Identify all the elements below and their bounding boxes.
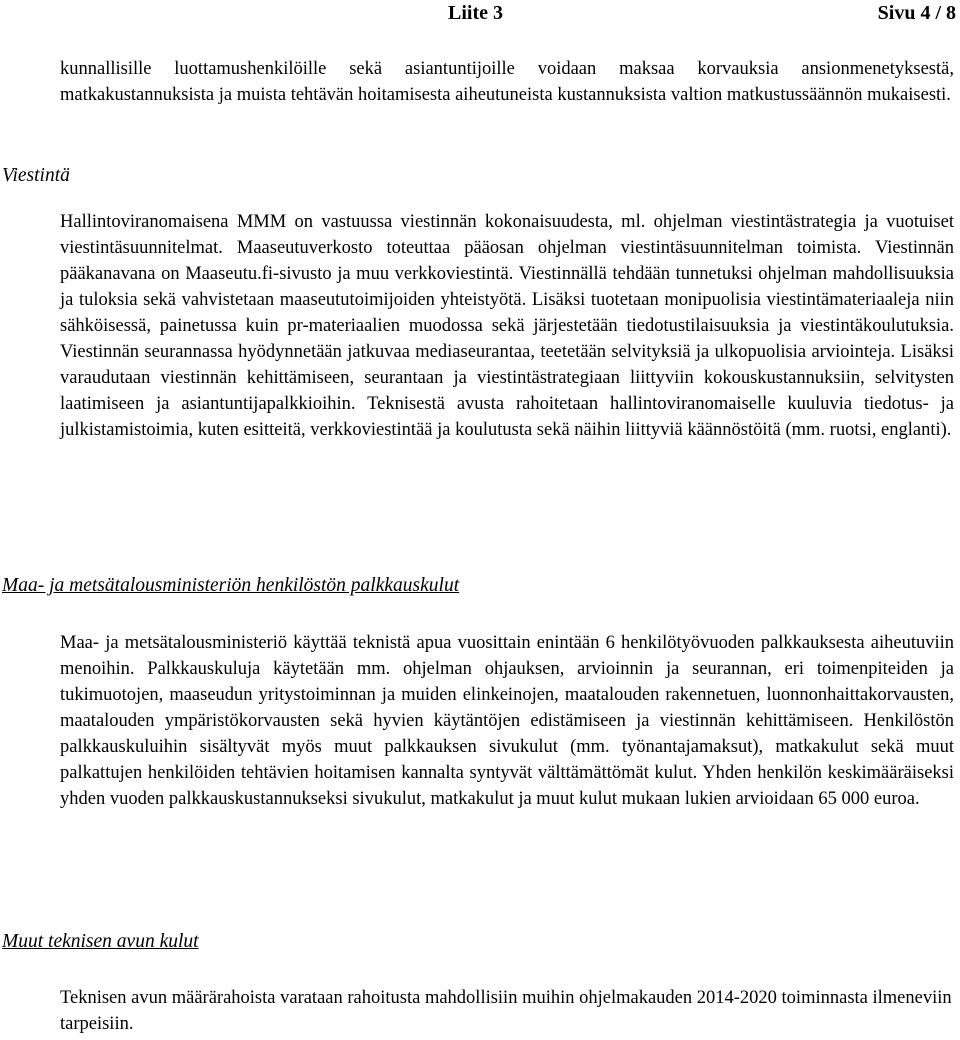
- muut-kulut-paragraph: Teknisen avun määrärahoista varataan rahoitusta mahdollisiin muihin ohjelmakauden 2014-2020 toiminnasta ilmeneviin tarpeisiin.: [60, 988, 952, 1034]
- section-heading-palkkauskulut: Maa- ja metsätalousministeriön henkilöstön palkkauskulut: [2, 575, 460, 596]
- palkkauskulut-paragraph: Maa- ja metsätalousministeriö käyttää teknistä apua vuosittain enintään 6 henkilötyövuoden palkkauksesta aiheutuviin menoihin. Palkkauskuluja käytetään mm. ohjelman ohjauksen, arvioinnin ja seurannan, eri toimenpiteiden ja tukimuotojen, maaseudun yritystoiminnan ja muiden elinkeinojen, maatalouden rakennetuen, luonnonhaittakorvausten, maatalouden ympäristökorvausten sekä hyvien käytäntöjen edistämiseen ja viestinnän kehittämiseen. Henkilöstön palkkauskuluihin sisältyvät myös muut palkkauksen sivukulut (mm. työnantajamaksut), matkakulut sekä muut palkattujen henkilöiden tehtävien hoitamisen kannalta syntyvät välttämättömät kulut. Yhden henkilön keskimääräiseksi yhden vuoden palkkauskustannukseksi sivukulut, matkakulut ja muut kulut mukaan lukien arvioidaan 65 000 euroa.: [60, 633, 954, 809]
- page-header: [0, 0, 960, 30]
- page-number: Sivu 4 / 8: [877, 2, 956, 24]
- viestinta-paragraph: Hallintoviranomaisena MMM on vastuussa viestinnän kokonaisuudesta, ml. ohjelman viestintästrategia ja vuotuiset viestintäsuunnitelmat. Maaseutuverkosto toteuttaa pääosan ohjelman viestintäsuunnitelman toimista. Viestinnän pääkanavana on Maaseutu.fi-sivusto ja muu verkkoviestintä. Viestinnällä tehdään tunnetuksi ohjelman mahdollisuuksia ja tuloksia sekä vahvistetaan maaseututoimijoiden yhteistyötä. Lisäksi tuotetaan monipuolisia viestintämateriaaleja niin sähköisessä, painetussa kuin pr-materiaalien muodossa sekä järjestetään tiedotustilaisuuksia ja viestintäkoulutuksia. Viestinnän seurannassa hyödynnetään jatkuvaa mediaseurantaa, teetetään selvityksiä ja ulkopuolisia arviointeja. Lisäksi varaudutaan viestinnän kehittämiseen, seurantaan ja viestintästrategiaan liittyviin kokouskustannuksiin, selvitysten laatimiseen ja asiantuntijapalkkioihin. Teknisestä avusta rahoitetaan hallintoviranomaiselle kuuluvia tiedotus- ja julkistamistoimia, kuten esitteitä, verkkoviestintää ja koulutusta sekä näihin liittyviä käännöstöitä (mm. ruotsi, englanti).: [60, 212, 954, 440]
- section-heading-viestinta: Viestintä: [2, 165, 70, 186]
- section-heading-muut-kulut: Muut teknisen avun kulut: [2, 931, 199, 952]
- appendix-label: Liite 3: [448, 2, 503, 24]
- intro-paragraph: kunnallisille luottamushenkilöille sekä asiantuntijoille voidaan maksaa korvauksia ansionmenetyksestä, matkakustannuksista ja muista tehtävän hoitamisesta aiheutuneista kustannuksista valtion matkustussäännön mukaisesti.: [60, 59, 954, 105]
